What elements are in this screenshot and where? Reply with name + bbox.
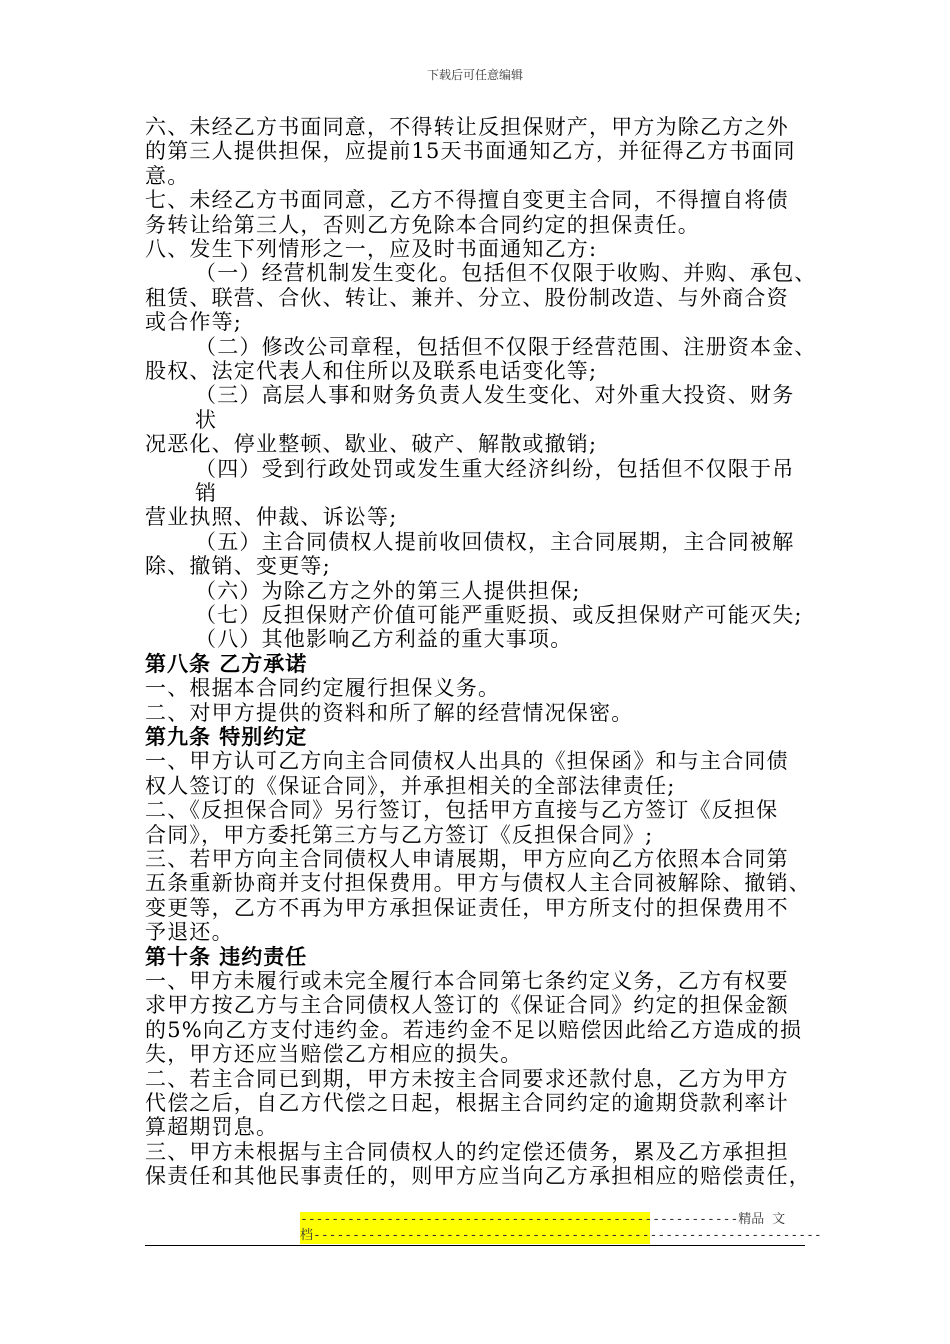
text-line: （四）受到行政处罚或发生重大经济纠纷，包括但不仅限于吊 xyxy=(195,456,795,481)
text-line: 予退还。 xyxy=(145,920,234,945)
article-heading: 第八条 乙方承诺 xyxy=(145,650,308,676)
text-line: （三）高层人事和财务负责人发生变化、对外重大投资、财务 xyxy=(195,383,795,408)
text-line: 权人签订的《保证合同》，并承担相关的全部法律责任; xyxy=(145,773,676,798)
footer-divider xyxy=(145,1245,805,1246)
text-line: 保责任和其他民事责任的，则甲方应当向乙方承担相应的赔偿责任， xyxy=(145,1164,811,1189)
text-line: 的第三人提供担保，应提前15天书面通知乙方，并征得乙方书面同 xyxy=(145,139,796,164)
text-line: 销 xyxy=(195,481,218,505)
text-line: 合同》，甲方委托第三方与乙方签订《反担保合同》; xyxy=(145,822,654,847)
text-line: 务转让给第三人，否则乙方免除本合同约定的担保责任。 xyxy=(145,212,700,237)
text-line: 一、甲方认可乙方向主合同债权人出具的《担保函》和与主合同债 xyxy=(145,749,789,774)
text-line: （六）为除乙方之外的第三人提供担保; xyxy=(195,578,581,603)
text-line: 营业执照、仲裁、诉讼等; xyxy=(145,505,398,530)
text-line: 算超期罚息。 xyxy=(145,1115,279,1140)
text-line: （七）反担保财产价值可能严重贬损、或反担保财产可能灭失; xyxy=(195,603,803,627)
text-line: 的5%向乙方支付违约金。若违约金不足以赔偿因此给乙方造成的损 xyxy=(145,1017,803,1042)
page-header: 下载后可任意编辑 xyxy=(426,68,523,82)
text-line: 代偿之后，自乙方代偿之日起，根据主合同约定的逾期贷款利率计 xyxy=(145,1091,789,1115)
text-line: 股权、法定代表人和住所以及联系电话变化等; xyxy=(145,359,598,383)
text-line: 八、发生下列情形之一，应及时书面通知乙方: xyxy=(145,237,598,261)
text-line: （五）主合同债权人提前收回债权，主合同展期，主合同被解 xyxy=(195,529,795,554)
text-line: 一、根据本合同约定履行担保义务。 xyxy=(145,676,501,701)
text-line: 六、未经乙方书面同意，不得转让反担保财产，甲方为除乙方之外 xyxy=(145,115,789,139)
article-heading: 第十条 违约责任 xyxy=(145,943,308,969)
text-line: 失，甲方还应当赔偿乙方相应的损失。 xyxy=(145,1042,523,1067)
text-line: （八）其他影响乙方利益的重大事项。 xyxy=(195,627,573,652)
text-line: 意。 xyxy=(145,163,190,188)
text-line: 二、《反担保合同》另行签订，包括甲方直接与乙方签订《反担保 xyxy=(145,798,779,823)
text-line: 状 xyxy=(195,407,218,432)
text-line: 或合作等; xyxy=(145,310,243,335)
article-heading: 第九条 特别约定 xyxy=(145,724,308,749)
text-line: 二、若主合同已到期，甲方未按主合同要求还款付息，乙方为甲方 xyxy=(145,1066,789,1091)
text-line: 除、撤销、变更等; xyxy=(145,554,331,579)
footer-watermark-line-1: --------------------------------------------------------精品 文 xyxy=(300,1212,786,1227)
text-line: 求甲方按乙方与主合同债权人签订的《保证合同》约定的担保金额 xyxy=(145,993,789,1018)
text-line: （二）修改公司章程，包括但不仅限于经营范围、注册资本金、 xyxy=(195,334,817,359)
text-line: 二、对甲方提供的资料和所了解的经营情况保密。 xyxy=(145,700,634,725)
text-line: 三、若甲方向主合同债权人申请展期，甲方应向乙方依照本合同第 xyxy=(145,847,789,871)
text-line: 一、甲方未履行或未完全履行本合同第七条约定义务，乙方有权要 xyxy=(145,969,789,993)
footer-watermark-line-2: 档----------------------------------------------------------------- xyxy=(300,1228,822,1243)
text-line: 租赁、联营、合伙、转让、兼并、分立、股份制改造、与外商合资 xyxy=(145,285,789,310)
text-line: 况恶化、停业整顿、歇业、破产、解散或撤销; xyxy=(145,432,598,457)
text-line: （一）经营机制发生变化。包括但不仅限于收购、并购、承包、 xyxy=(195,261,817,286)
text-line: 五条重新协商并支付担保费用。甲方与债权人主合同被解除、撤销、 xyxy=(145,871,811,896)
text-line: 三、甲方未根据与主合同债权人的约定偿还债务，累及乙方承担担 xyxy=(145,1139,789,1164)
text-line: 变更等，乙方不再为甲方承担保证责任，甲方所支付的担保费用不 xyxy=(145,895,789,920)
text-line: 七、未经乙方书面同意，乙方不得擅自变更主合同，不得擅自将债 xyxy=(145,188,789,213)
